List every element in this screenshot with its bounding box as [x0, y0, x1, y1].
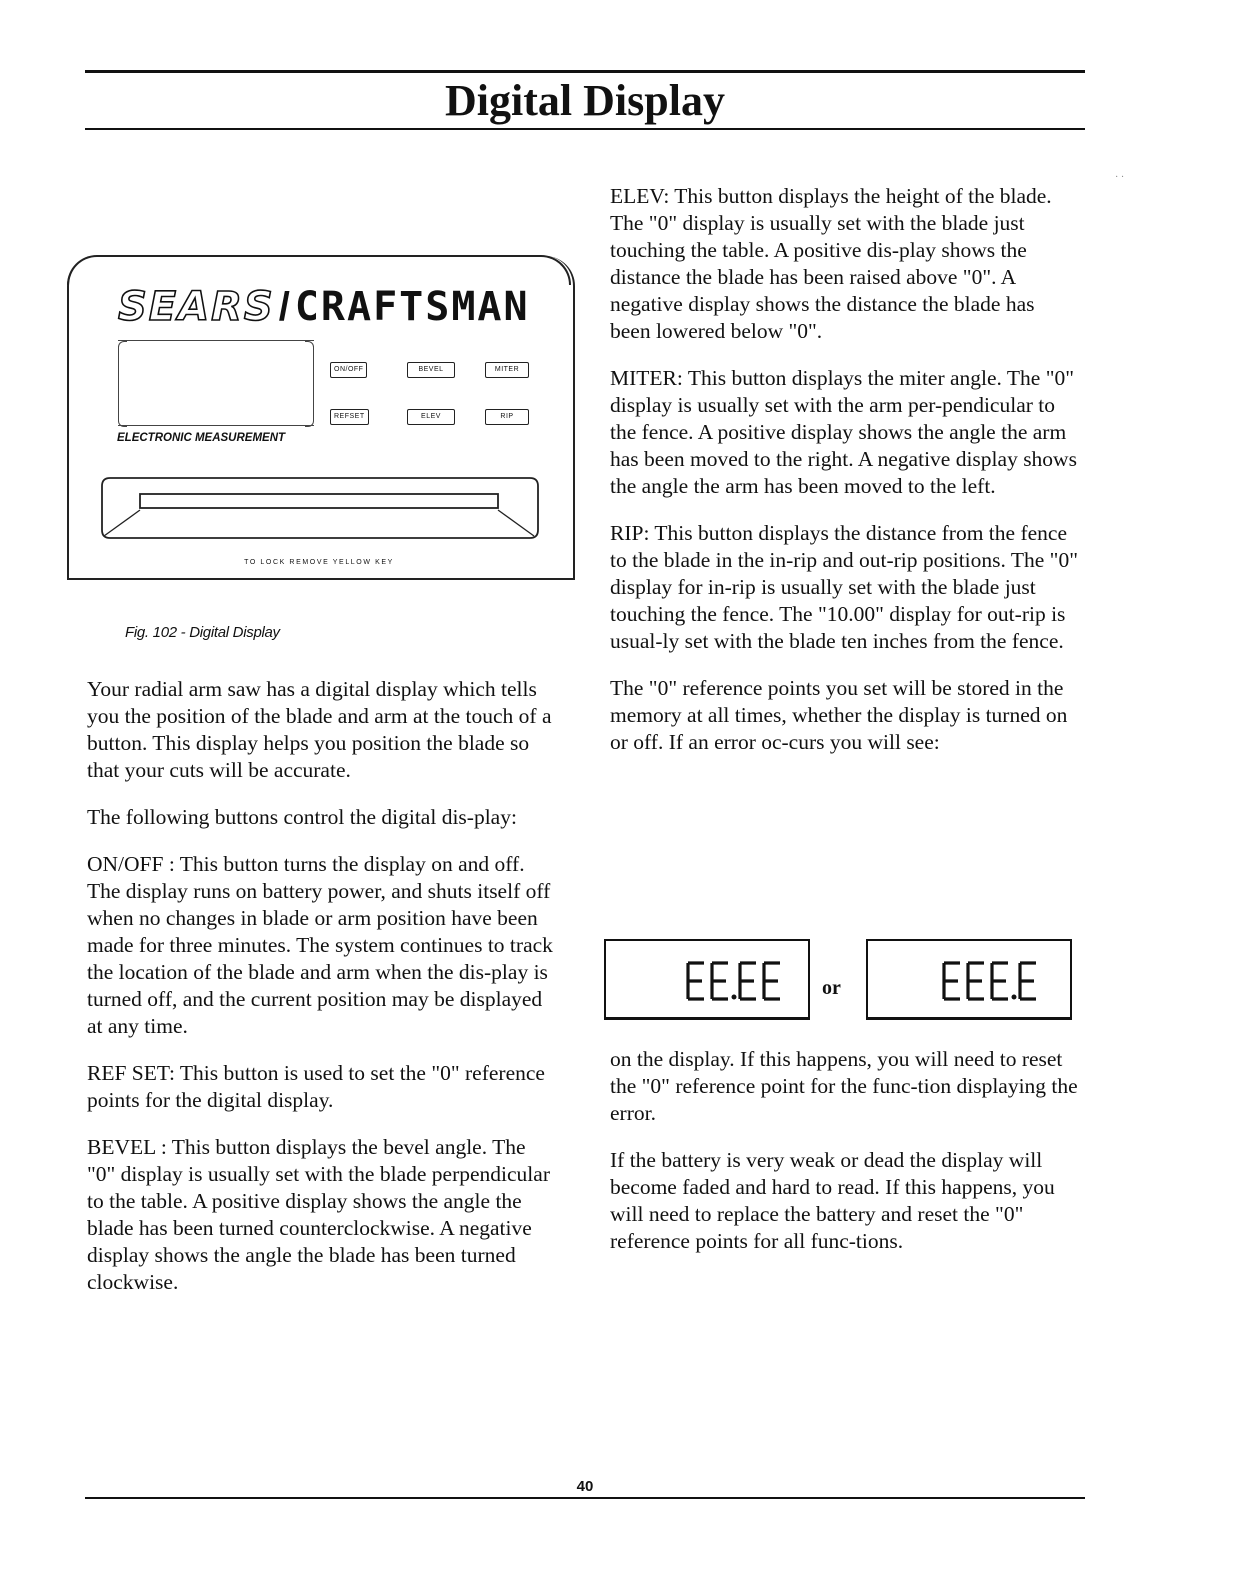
elev-button[interactable]: ELEV — [407, 409, 455, 425]
bevel-paragraph: BEVEL : This button displays the bevel angle. The "0" display is usually set with the blade perpendicular to the table. A positive display shows the angle the blade has been turned counterclockwise. A negative display shows the angle the blade has been turned clockwise. — [87, 1135, 550, 1294]
bevel-button[interactable]: BEVEL — [407, 362, 455, 378]
scan-specks: · · — [1115, 172, 1125, 183]
ref-set-button[interactable]: REFSET — [330, 409, 369, 425]
reset-paragraph: on the display. If this happens, you will need to reset the "0" reference point for the func-tion displaying the error. — [610, 1047, 1078, 1125]
error-display-1 — [604, 939, 810, 1020]
intro-paragraph: Your radial arm saw has a digital display which tells you the position of the blade and arm at the touch of a button. This display helps you position the blade so that your cuts will be accurate. — [87, 677, 552, 782]
on-off-paragraph: ON/OFF : This button turns the display on and off. The display runs on battery power, and shuts itself off when no changes in blade or arm position have been made for three minutes. The system continues to track the location of the blade and arm when the dis-play is turned off, and the current position may be displayed at any time. — [87, 852, 553, 1038]
brand-sears: SEARS — [118, 284, 275, 330]
buttons-intro-paragraph: The following buttons control the digital dis-play: — [87, 805, 517, 829]
reference-points-paragraph: The "0" reference points you set will be stored in the memory at all times, whether the display is turned on or off. If an error oc-curs you will see: — [610, 676, 1068, 754]
brand-craftsman: CRAFTSMAN — [294, 284, 530, 330]
elev-paragraph: ELEV: This button displays the height of the blade. The "0" display is usually set with the blade just touching the table. A positive dis-play shows the distance the blade has been raised above "0". A negative display shows the distance the blade has been lowered below "0". — [610, 184, 1052, 343]
miter-button[interactable]: MITER — [485, 362, 529, 378]
key-slot-icon[interactable] — [100, 468, 540, 540]
brand-logo — [118, 284, 530, 330]
figure-caption: Fig. 102 - Digital Display — [125, 624, 280, 641]
page-number: 40 — [576, 1478, 594, 1495]
error-display-2 — [866, 939, 1072, 1020]
lcd-window — [118, 340, 314, 426]
page-title: Digital Display — [445, 76, 725, 125]
top-rule — [85, 70, 1085, 73]
right-column — [610, 183, 1080, 776]
error-or: or — [822, 977, 841, 999]
electronic-measurement-label: ELECTRONIC MEASUREMENT — [117, 432, 286, 444]
ref-set-paragraph: REF SET: This button is used to set the "0" reference points for the digital display. — [87, 1061, 545, 1112]
panel-top-edge — [67, 255, 571, 285]
footer-rule — [85, 1497, 1085, 1499]
error-display-2-digits — [868, 959, 1070, 1003]
left-column — [87, 676, 557, 1316]
right-column-continued — [610, 1046, 1080, 1275]
title-underline — [85, 128, 1085, 130]
rip-paragraph: RIP: This button displays the distance from the fence to the blade in the in-rip and out-rip positions. The "0" display for in-rip is usually set with the blade just touching the fence. The "10.00" display for out-rip is usual-ly set with the blade ten inches from the fence. — [610, 521, 1078, 653]
error-display-1-digits — [606, 959, 808, 1003]
lock-hint: TO LOCK REMOVE YELLOW KEY — [244, 559, 394, 566]
rip-button[interactable]: RIP — [485, 409, 529, 425]
on-off-button[interactable]: ON/OFF — [330, 362, 367, 378]
miter-paragraph: MITER: This button displays the miter angle. The "0" display is usually set with the arm per-pendicular to the fence. A positive display shows the angle the arm has been moved to the right. A negative display shows the angle the arm has been moved to the left. — [610, 366, 1077, 498]
battery-paragraph: If the battery is very weak or dead the display will become faded and hard to read. If this happens, you will need to replace the battery and reset the "0" reference points for all func-tions. — [610, 1148, 1055, 1253]
brand-separator: / — [278, 285, 291, 329]
